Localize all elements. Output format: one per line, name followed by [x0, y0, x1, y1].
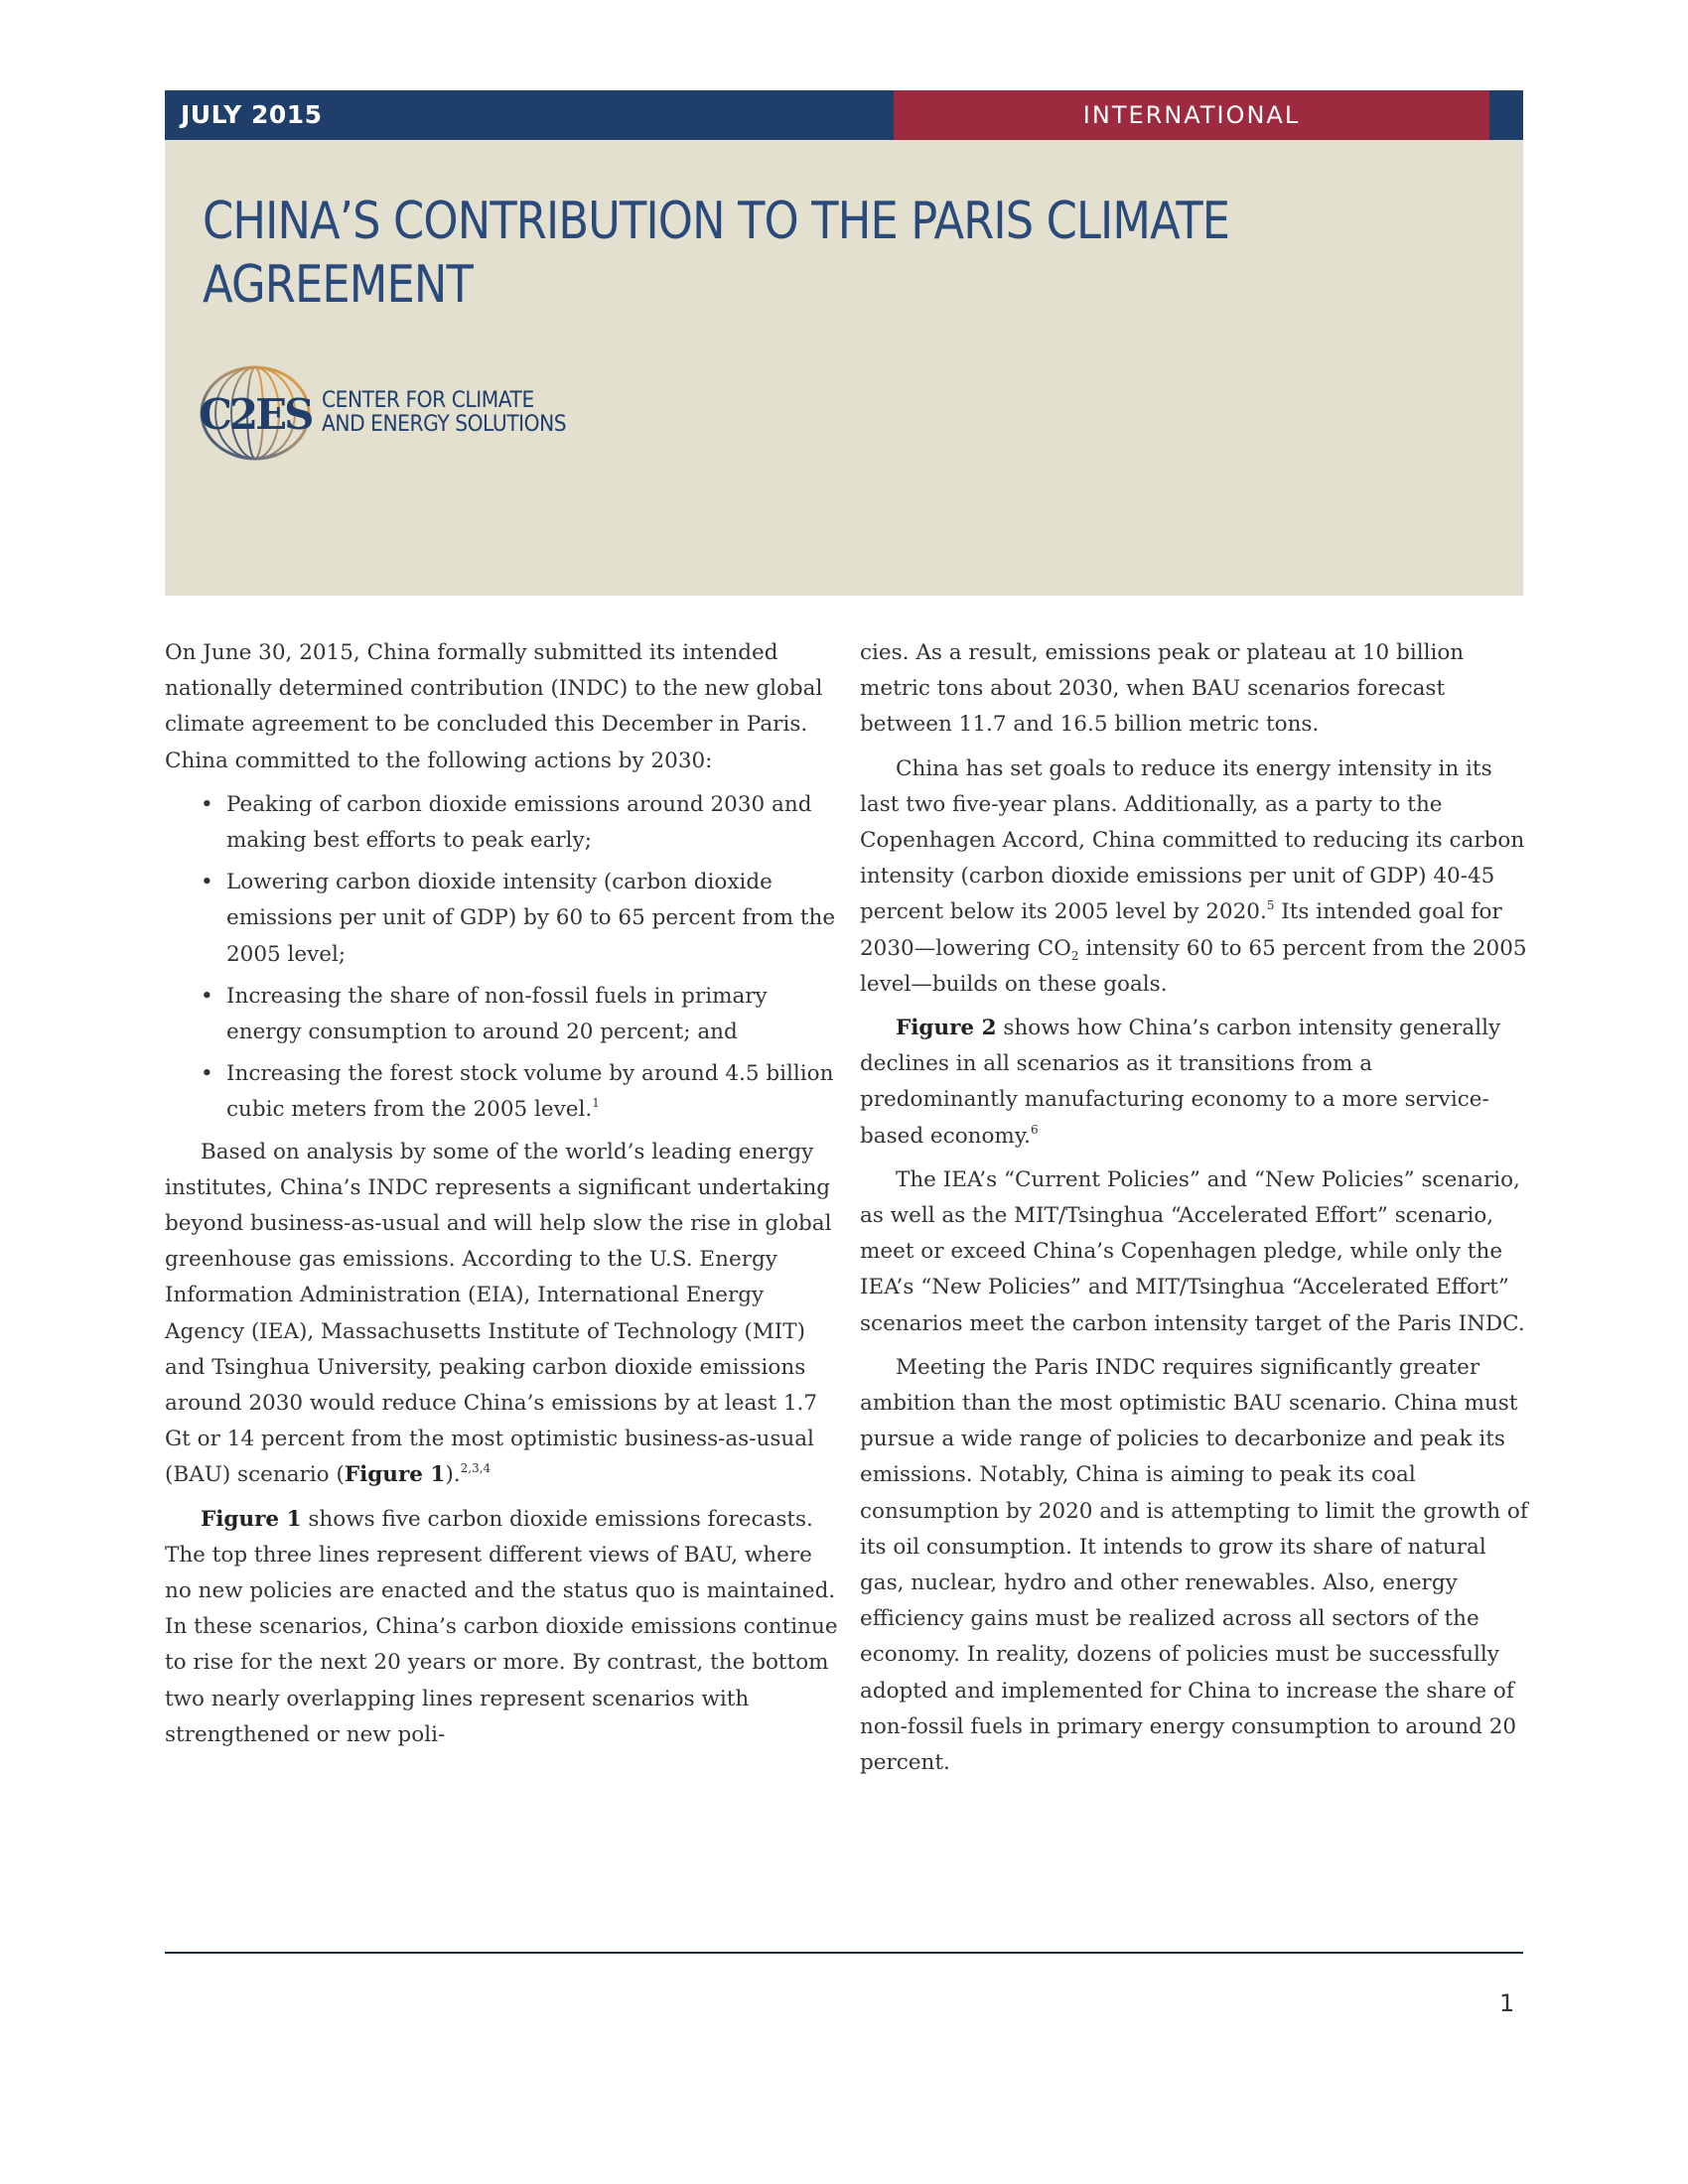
- org-name: [322, 389, 566, 437]
- org-name-line-2: AND ENERGY SOLUTIONS: [322, 412, 567, 437]
- globe-icon: [197, 363, 314, 463]
- footnote-ref[interactable]: 2,3,4: [460, 1461, 492, 1476]
- org-name-line-1: CENTER FOR CLIMATE: [322, 388, 534, 413]
- commitments-list: [165, 787, 840, 1129]
- list-item: • Increasing the share of non-fossil fuels in primary energy consumption to around 20 percent; and: [201, 979, 840, 1050]
- left-column: [165, 635, 840, 1761]
- right-column: [860, 635, 1535, 1789]
- section-label: INTERNATIONAL: [894, 90, 1489, 140]
- footer-divider: [165, 1952, 1523, 1954]
- title-panel: [165, 140, 1523, 596]
- figure-1-ref[interactable]: Figure 1: [344, 1462, 446, 1488]
- document-title: CHINA’S CONTRIBUTION TO THE PARIS CLIMATE AGREEMENT: [203, 192, 1230, 315]
- intro-paragraph: On June 30, 2015, China formally submitted its intended nationally determined contribution (INDC) to the new global climate agreement to be concluded this December in Paris. China committed to the following actions by 2030:: [165, 640, 823, 773]
- scenarios-paragraph: The IEA’s “Current Policies” and “New Policies” scenario, as well as the MIT/Tsinghua “Accelerated Effort” scenario, meet or exceed China’s Copenhagen pledge, while only the IEA’s “New Policies” and MIT/Tsinghua “Accelerated Effort” scenarios meet the carbon intensity target of the Paris INDC.: [860, 1166, 1525, 1336]
- header-bar: [165, 90, 1523, 140]
- footnote-ref[interactable]: 6: [1030, 1122, 1039, 1137]
- bullet-icon: •: [201, 791, 213, 817]
- header-bar-cap: [1489, 90, 1523, 140]
- list-item: • Lowering carbon dioxide intensity (carbon dioxide emissions per unit of GDP) by 60 to 65 percent from the 2005 level;: [201, 865, 840, 973]
- footnote-ref[interactable]: 1: [592, 1096, 600, 1111]
- figure-1-paragraph: Figure 1 shows five carbon dioxide emissions forecasts. The top three lines represent different views of BAU, where no new policies are enacted and the status quo is maintained. In these scenarios, China’s carbon dioxide emissions continue to rise for the next 20 years or more. By contrast, the bottom two nearly overlapping lines represent scenarios with strengthened or new poli-: [165, 1506, 838, 1747]
- c2es-logo: [197, 363, 588, 463]
- intensity-goals-paragraph: China has set goals to reduce its energy intensity in its last two five-year plans. Additionally, as a party to the Copenhagen Accord, China committed to reducing its carbon intensity (carbon dioxide emissions per unit of GDP) 40-45 percent below its 2005 level by 2020.$^5$ Its intended goal for 2030—lowering $CO_2$ intensity 60 to 65 percent from the 2005 level—builds on these goals.: [860, 755, 1527, 997]
- bullet-icon: •: [201, 1061, 213, 1087]
- list-item: • Peaking of carbon dioxide emissions around 2030 and making best efforts to peak early;: [201, 787, 840, 859]
- svg-text:C2ES: C2ES: [199, 390, 312, 439]
- bullet-icon: •: [201, 870, 213, 895]
- figure-2-ref[interactable]: Figure 2: [896, 1016, 997, 1041]
- figure-1-ref[interactable]: Figure 1: [201, 1506, 302, 1532]
- continuation-paragraph: cies. As a result, emissions peak or plateau at 10 billion metric tons about 2030, when BAU scenarios forecast between 11.7 and 16.5 billion metric tons.: [860, 640, 1465, 738]
- list-item: • Increasing the forest stock volume by around 4.5 billion cubic meters from the 2005 level.$^1$: [201, 1056, 840, 1128]
- footnote-ref[interactable]: 5: [1266, 898, 1275, 913]
- figure-2-paragraph: Figure 2 shows how China’s carbon intensity generally declines in all scenarios as it transitions from a predominantly manufacturing economy to a more service-based economy.$^6$: [860, 1016, 1501, 1149]
- analysis-paragraph: Based on analysis by some of the world’s leading energy institutes, China’s INDC represents a significant undertaking beyond business-as-usual and will help slow the rise in global greenhouse gas emissions. According to the U.S. Energy Information Administration (EIA), International Energy Agency (IEA), Massachusetts Institute of Technology (MIT) and Tsinghua University, peaking carbon dioxide emissions around 2030 would reduce China’s emissions by at least 1.7 Gt or 14 percent from the most optimistic business-as-usual (BAU) scenario (Figure 1).$^{2,3,4}$: [165, 1139, 832, 1488]
- ambition-paragraph: Meeting the Paris INDC requires significantly greater ambition than the most optimistic BAU scenario. China must pursue a wide range of policies to decarbonize and peak its emissions. Notably, China is aiming to peak its coal consumption by 2020 and is attempting to limit the growth of its oil consumption. It intends to grow its share of natural gas, nuclear, hydro and other renewables. Also, energy efficiency gains must be realized across all sectors of the economy. In reality, dozens of policies must be successfully adopted and implemented for China to increase the share of non-fossil fuels in primary energy consumption to around 20 percent.: [860, 1354, 1528, 1776]
- issue-date: JULY 2015: [165, 90, 894, 140]
- page-number: 1: [1499, 1989, 1515, 2017]
- bullet-icon: •: [201, 983, 213, 1009]
